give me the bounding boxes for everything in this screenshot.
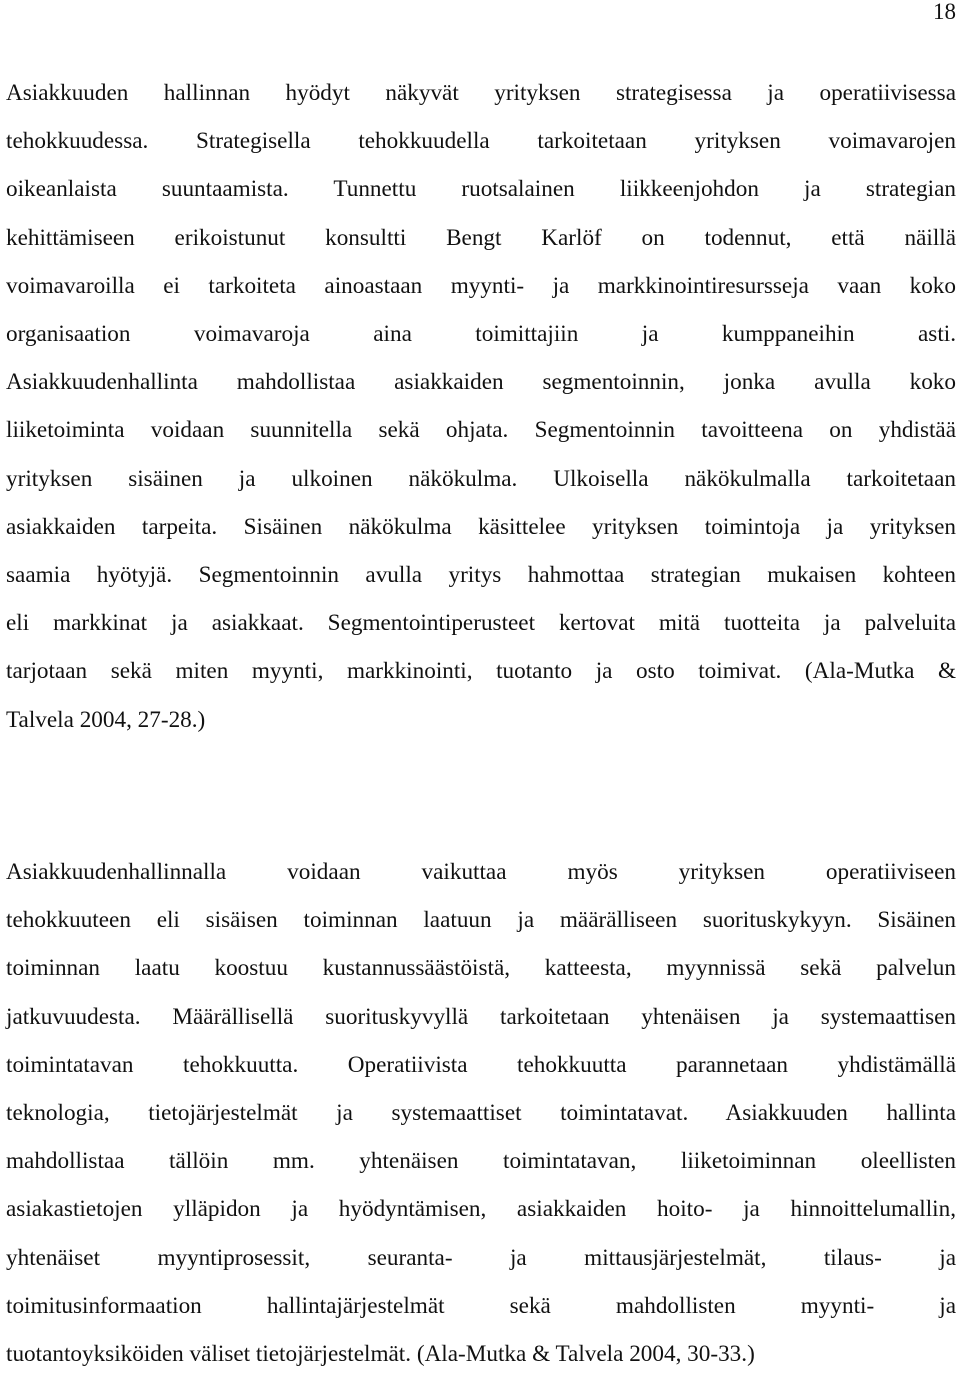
paragraph-line: oikeanlaista suuntaamista. Tunnettu ruotsalainen liikkeenjohdon ja strategian [6, 176, 956, 203]
paragraph-line: teknologia, tietojärjestelmät ja systemaattiset toimintatavat. Asiakkuuden hallinta [6, 1100, 956, 1127]
paragraph-line: liiketoiminta voidaan suunnitella sekä ohjata. Segmentoinnin tavoitteena on yhdistää [6, 417, 956, 444]
paragraph-line: Asiakkuudenhallinta mahdollistaa asiakkaiden segmentoinnin, jonka avulla koko [6, 369, 956, 396]
paragraph-line: tehokkuuteen eli sisäisen toiminnan laatuun ja määrälliseen suorituskykyyn. Sisäinen [6, 907, 956, 934]
paragraph-line: yhtenäiset myyntiprosessit, seuranta- ja mittausjärjestelmät, tilaus- ja [6, 1244, 956, 1271]
paragraph-line: Asiakkuudenhallinnalla voidaan vaikuttaa myös yrityksen operatiiviseen [6, 859, 956, 885]
paragraph-line: Talvela 2004, 27-28.) [6, 706, 206, 733]
paragraph-line: toimitusinformaation hallintajärjestelmät sekä mahdollisten myynti- ja [6, 1292, 956, 1319]
paragraph-line: Asiakkuuden hallinnan hyödyt näkyvät yrityksen strategisessa ja operatiivisessa [6, 80, 956, 106]
paragraph-line: yrityksen sisäinen ja ulkoinen näkökulma. Ulkoisella näkökulmalla tarkoitetaan [6, 465, 956, 492]
body-paragraph [6, 69, 956, 744]
body-paragraph [6, 848, 956, 1378]
page-number: 18 [933, 0, 956, 24]
paragraph-line: saamia hyötyjä. Segmentoinnin avulla yritys hahmottaa strategian mukaisen kohteen [6, 562, 956, 589]
paragraph-line: kehittämiseen erikoistunut konsultti Bengt Karlöf on todennut, että näillä [6, 224, 956, 251]
paragraph-line: asiakastietojen ylläpidon ja hyödyntämisen, asiakkaiden hoito- ja hinnoittelumallin, [6, 1196, 956, 1223]
paragraph-line: tuotantoyksiköiden väliset tietojärjestelmät. (Ala-Mutka & Talvela 2004, 30-33.) [6, 1341, 755, 1368]
paragraph-line: tehokkuudessa. Strategisella tehokkuudella tarkoitetaan yrityksen voimavarojen [6, 128, 956, 155]
paragraph-line: asiakkaiden tarpeita. Sisäinen näkökulma käsittelee yrityksen toimintoja ja yrityksen [6, 513, 956, 540]
paragraph-line: jatkuvuudesta. Määrällisellä suorituskyvyllä tarkoitetaan yhtenäisen ja systemaattisen [6, 1003, 956, 1030]
paragraph-line: organisaation voimavaroja aina toimittajiin ja kumppaneihin asti. [6, 321, 956, 348]
paragraph-line: tarjotaan sekä miten myynti, markkinointi, tuotanto ja osto toimivat. (Ala-Mutka & [6, 658, 956, 685]
paragraph-line: toiminnan laatu koostuu kustannussäästöistä, katteesta, myynnissä sekä palvelun [6, 955, 956, 982]
paragraph-line: eli markkinat ja asiakkaat. Segmentointiperusteet kertovat mitä tuotteita ja palveluita [6, 610, 956, 637]
paragraph-line: toimintatavan tehokkuutta. Operatiivista tehokkuutta parannetaan yhdistämällä [6, 1051, 956, 1078]
paragraph-line: mahdollistaa tällöin mm. yhtenäisen toimintatavan, liiketoiminnan oleellisten [6, 1148, 956, 1175]
paragraph-line: voimavaroilla ei tarkoiteta ainoastaan myynti- ja markkinointiresursseja vaan koko [6, 272, 956, 299]
